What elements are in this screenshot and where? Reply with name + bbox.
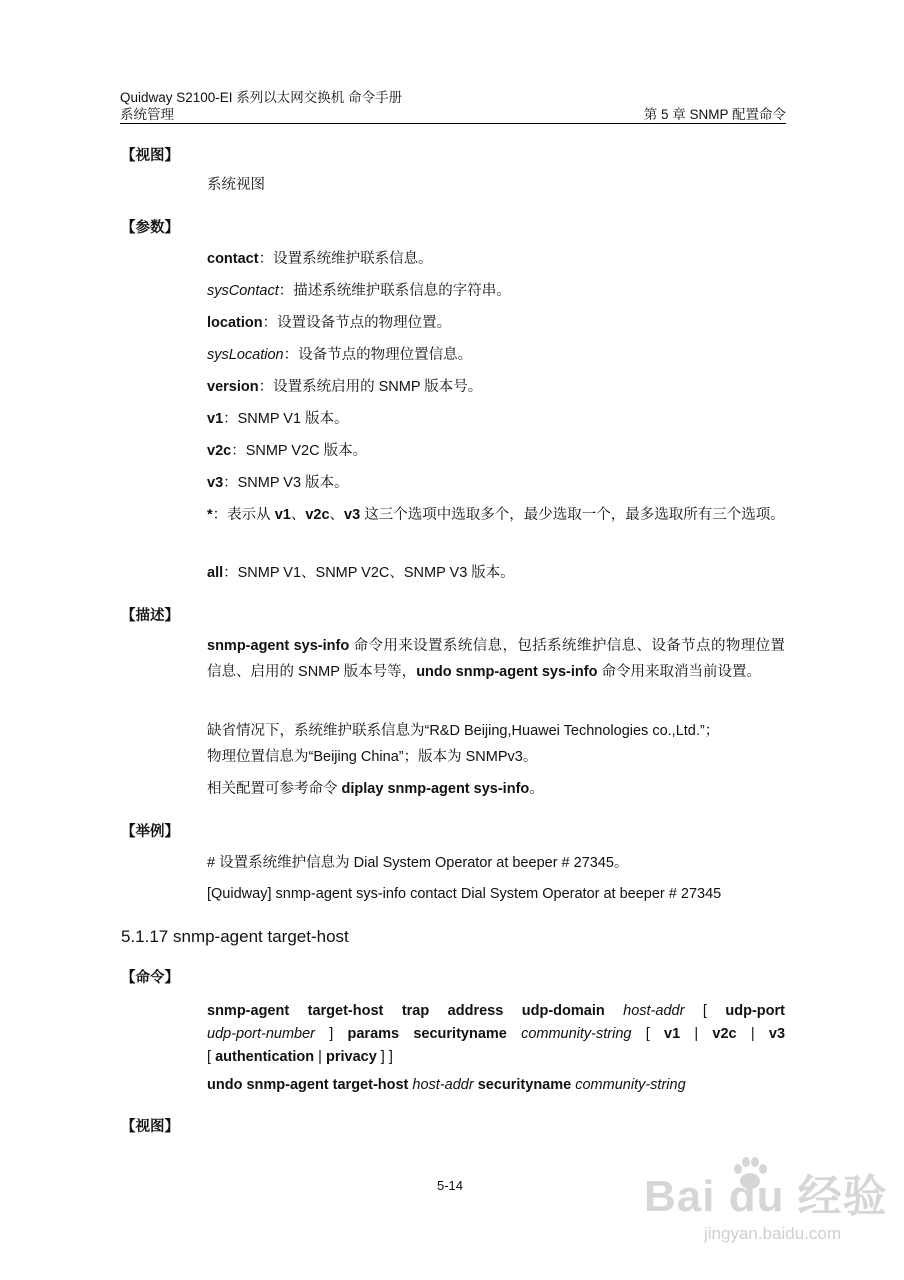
command-punct: | [680, 1026, 713, 1042]
param-v1 [207, 406, 785, 432]
header-chapter-title: 第 5 章 SNMP 配置命令 [643, 107, 786, 122]
param-keyword: version [207, 379, 259, 395]
desc-default-line2: 物理位置信息为“Beijing China”；版本为 SNMPv3。 [207, 749, 538, 765]
command-argument: host-addr [604, 1003, 685, 1019]
param-all [207, 560, 785, 586]
command-keyword: authentication [215, 1049, 315, 1065]
param-keyword: v1 [207, 411, 224, 427]
command-punct: [ [207, 1049, 216, 1065]
param-description: ：设置系统维护联系信息。 [258, 251, 433, 267]
subsection-title: 5.1.17 snmp-agent target-host [121, 927, 349, 946]
command-keyword: privacy [325, 1049, 377, 1065]
section-command-label: 【命令】 [121, 970, 179, 986]
param-keyword: v3 [344, 507, 361, 523]
param-v3 [207, 470, 785, 496]
example-comment: # 设置系统维护信息为 Dial System Operator at beeper # 27345。 [207, 855, 629, 871]
command-keyword: v1 [664, 1026, 681, 1042]
command-punct: | [736, 1026, 769, 1042]
param-keyword: location [207, 315, 263, 331]
desc-related [207, 776, 785, 802]
watermark-logo: Bai du 经验 [644, 1172, 888, 1221]
page-number: 5-14 [437, 1178, 464, 1193]
desc-paragraph [207, 633, 785, 685]
param-star [207, 502, 785, 528]
command-punct: [ [631, 1026, 664, 1042]
command-keyword: v2c [712, 1026, 737, 1042]
command-keyword: undo snmp-agent sys-info [416, 664, 598, 680]
baidu-watermark [644, 1150, 888, 1260]
command-keyword: udp-port [725, 1003, 785, 1019]
command-argument: community-string [506, 1026, 632, 1042]
desc-text: 。 [529, 781, 544, 797]
command-argument: host-addr [408, 1077, 474, 1093]
param-description: ：描述系统维护联系信息的字符串。 [278, 283, 511, 299]
section-desc-label: 【描述】 [121, 608, 179, 624]
example-cli: [Quidway] snmp-agent sys-info contact Dial System Operator at beeper # 27345 [207, 886, 722, 902]
param-description: ：SNMP V1、SNMP V2C、SNMP V3 版本。 [223, 565, 515, 581]
desc-default-line1: 缺省情况下，系统维护联系信息为“R&D Beijing,Huawei Technologies co.,Ltd.”； [207, 723, 720, 739]
param-keyword: v3 [207, 475, 224, 491]
param-text: 、 [329, 507, 345, 523]
param-syscontact [207, 278, 785, 304]
header-rule [120, 123, 786, 124]
desc-text: 命令用来设置系统信息，包括系统维护信息、设备节点的物理位置信息、启用的 SNMP 版本号等， [207, 638, 785, 680]
param-syslocation [207, 342, 785, 368]
desc-text: 命令用来取消当前设置。 [597, 664, 761, 680]
param-v2c [207, 438, 785, 464]
param-text: 、 [290, 507, 306, 523]
command-keyword: diplay snmp-agent sys-info [341, 781, 530, 797]
param-description: ：设置系统启用的 SNMP 版本号。 [258, 379, 483, 395]
command-syntax-line3 [207, 1044, 785, 1070]
command-keyword: snmp-agent sys-info [207, 638, 350, 654]
command-argument: community-string [571, 1077, 686, 1093]
param-text: 这三个选项中选取多个，最少选取一个，最多选取所有三个选项。 [360, 507, 785, 523]
section-view2-label: 【视图】 [121, 1119, 179, 1135]
param-keyword: * [207, 507, 213, 523]
section-example-label: 【举例】 [121, 824, 179, 840]
param-keyword: sysLocation [207, 347, 284, 363]
command-argument: udp-port-number [207, 1026, 315, 1042]
command-keyword: snmp-agent target-host trap address udp-domain [207, 1003, 605, 1019]
command-punct: | [314, 1049, 326, 1065]
param-keyword: all [207, 565, 224, 581]
param-contact [207, 246, 785, 272]
command-undo-syntax [207, 1072, 785, 1098]
watermark-url: jingyan.baidu.com [704, 1224, 842, 1243]
param-description: ：SNMP V3 版本。 [223, 475, 349, 491]
command-punct: ] [315, 1026, 348, 1042]
param-keyword: v1 [274, 507, 291, 523]
command-punct: [ [684, 1003, 726, 1019]
param-version [207, 374, 785, 400]
view-text: 系统视图 [207, 177, 265, 193]
header-part-title: 系统管理 [120, 107, 174, 122]
param-description: ：设置设备节点的物理位置。 [262, 315, 452, 331]
command-keyword: v3 [768, 1026, 786, 1042]
param-description: ：SNMP V1 版本。 [223, 411, 349, 427]
param-keyword: v2c [207, 443, 232, 459]
param-keyword: v2c [305, 507, 330, 523]
param-keyword: contact [207, 251, 259, 267]
param-keyword: sysContact [207, 283, 279, 299]
header-doc-title: Quidway S2100-EI 系列以太网交换机 命令手册 [120, 90, 403, 105]
command-punct: ] ] [376, 1049, 393, 1065]
param-description: ：设备节点的物理位置信息。 [283, 347, 473, 363]
command-keyword: securityname [473, 1077, 572, 1093]
command-keyword: undo snmp-agent target-host [207, 1077, 409, 1093]
command-keyword: params securityname [347, 1026, 507, 1042]
param-description: ：SNMP V2C 版本。 [231, 443, 368, 459]
param-location [207, 310, 785, 336]
desc-text: 相关配置可参考命令 [207, 781, 342, 797]
section-params-label: 【参数】 [121, 220, 179, 236]
param-text: ：表示从 [212, 507, 275, 523]
section-view-label: 【视图】 [121, 148, 179, 164]
